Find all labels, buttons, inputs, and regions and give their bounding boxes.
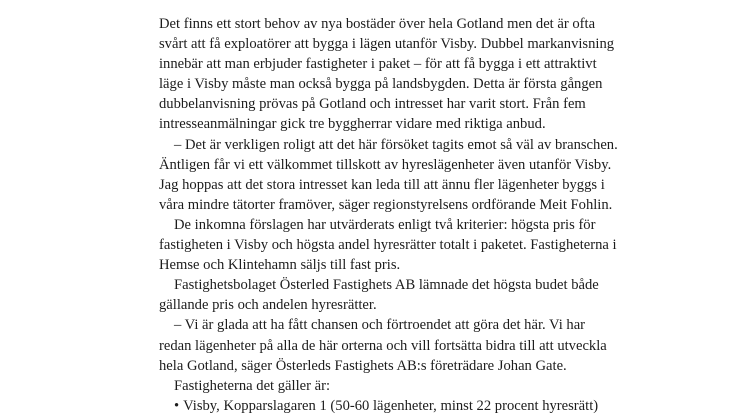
text-line: hela Gotland, säger Österleds Fastighets AB:s företrädare Johan Gate. xyxy=(159,357,567,374)
text-line: våra mindre tätorter framöver, säger regionstyrelsens ordförande Meit Fohlin. xyxy=(159,196,613,213)
text-line: Det finns ett stort behov av nya bostäder över hela Gotland men det är ofta xyxy=(159,16,596,32)
text-line: Fastighetsbolaget Österled Fastighets AB lämnade det högsta budet både xyxy=(174,277,599,294)
text-line: redan lägenheter på alla de här orterna och vill fortsätta bidra till att utveckla xyxy=(159,337,607,354)
paragraph-criteria xyxy=(159,215,629,275)
list-item-text: Visby, Kopparslagaren 1 (50-60 lägenheter, minst 22 procent hyresrätt) xyxy=(183,397,599,414)
paragraph-winner xyxy=(159,275,629,315)
text-line: svårt att få exploatörer att bygga i lägen utanför Visby. Dubbel markanvisning xyxy=(159,36,615,53)
text-line: Hemse och Klintehamn säljs till fast pris. xyxy=(159,257,401,274)
text-line: innebär att man erbjuder fastigheter i paket – för att få bygga i ett attraktivt xyxy=(159,56,597,73)
paragraph-quote-fohlin xyxy=(159,135,629,215)
bullet-icon: • xyxy=(174,397,180,414)
text-line: intresseanmälningar gick tre byggherrar vidare med riktiga anbud. xyxy=(159,116,546,133)
text-line: Jag hoppas att det stora intresset kan leda till att ännu fler lägenheter byggs i xyxy=(159,176,605,193)
text-line: fastigheten i Visby och högsta andel hyresrätter totalt i paketet. Fastigheterna i xyxy=(159,237,617,254)
article-body xyxy=(159,14,629,416)
text-line: dubbelanvisning prövas på Gotland och intresset har varit stort. Från fem xyxy=(159,96,586,113)
list-item xyxy=(159,396,629,416)
text-line: Äntligen får vi ett välkommet tillskott av hyreslägenheter även utanför Visby. xyxy=(159,156,612,173)
property-list xyxy=(159,396,629,416)
text-line: läge i Visby måste man också bygga på landsbygden. Detta är första gången xyxy=(159,76,603,93)
paragraph-properties-intro xyxy=(159,376,629,396)
paragraph-quote-gate xyxy=(159,315,629,375)
text-line: De inkomna förslagen har utvärderats enligt två kriterier: högsta pris för xyxy=(174,216,596,233)
text-line: – Det är verkligen roligt att det här försöket tagits emot så väl av branschen. xyxy=(174,136,618,153)
text-line: gällande pris och andelen hyresrätter. xyxy=(159,297,377,314)
text-line: Fastigheterna det gäller är: xyxy=(174,377,331,394)
paragraph-intro xyxy=(159,14,629,135)
text-line: – Vi är glada att ha fått chansen och förtroendet att göra det här. Vi har xyxy=(174,317,586,334)
